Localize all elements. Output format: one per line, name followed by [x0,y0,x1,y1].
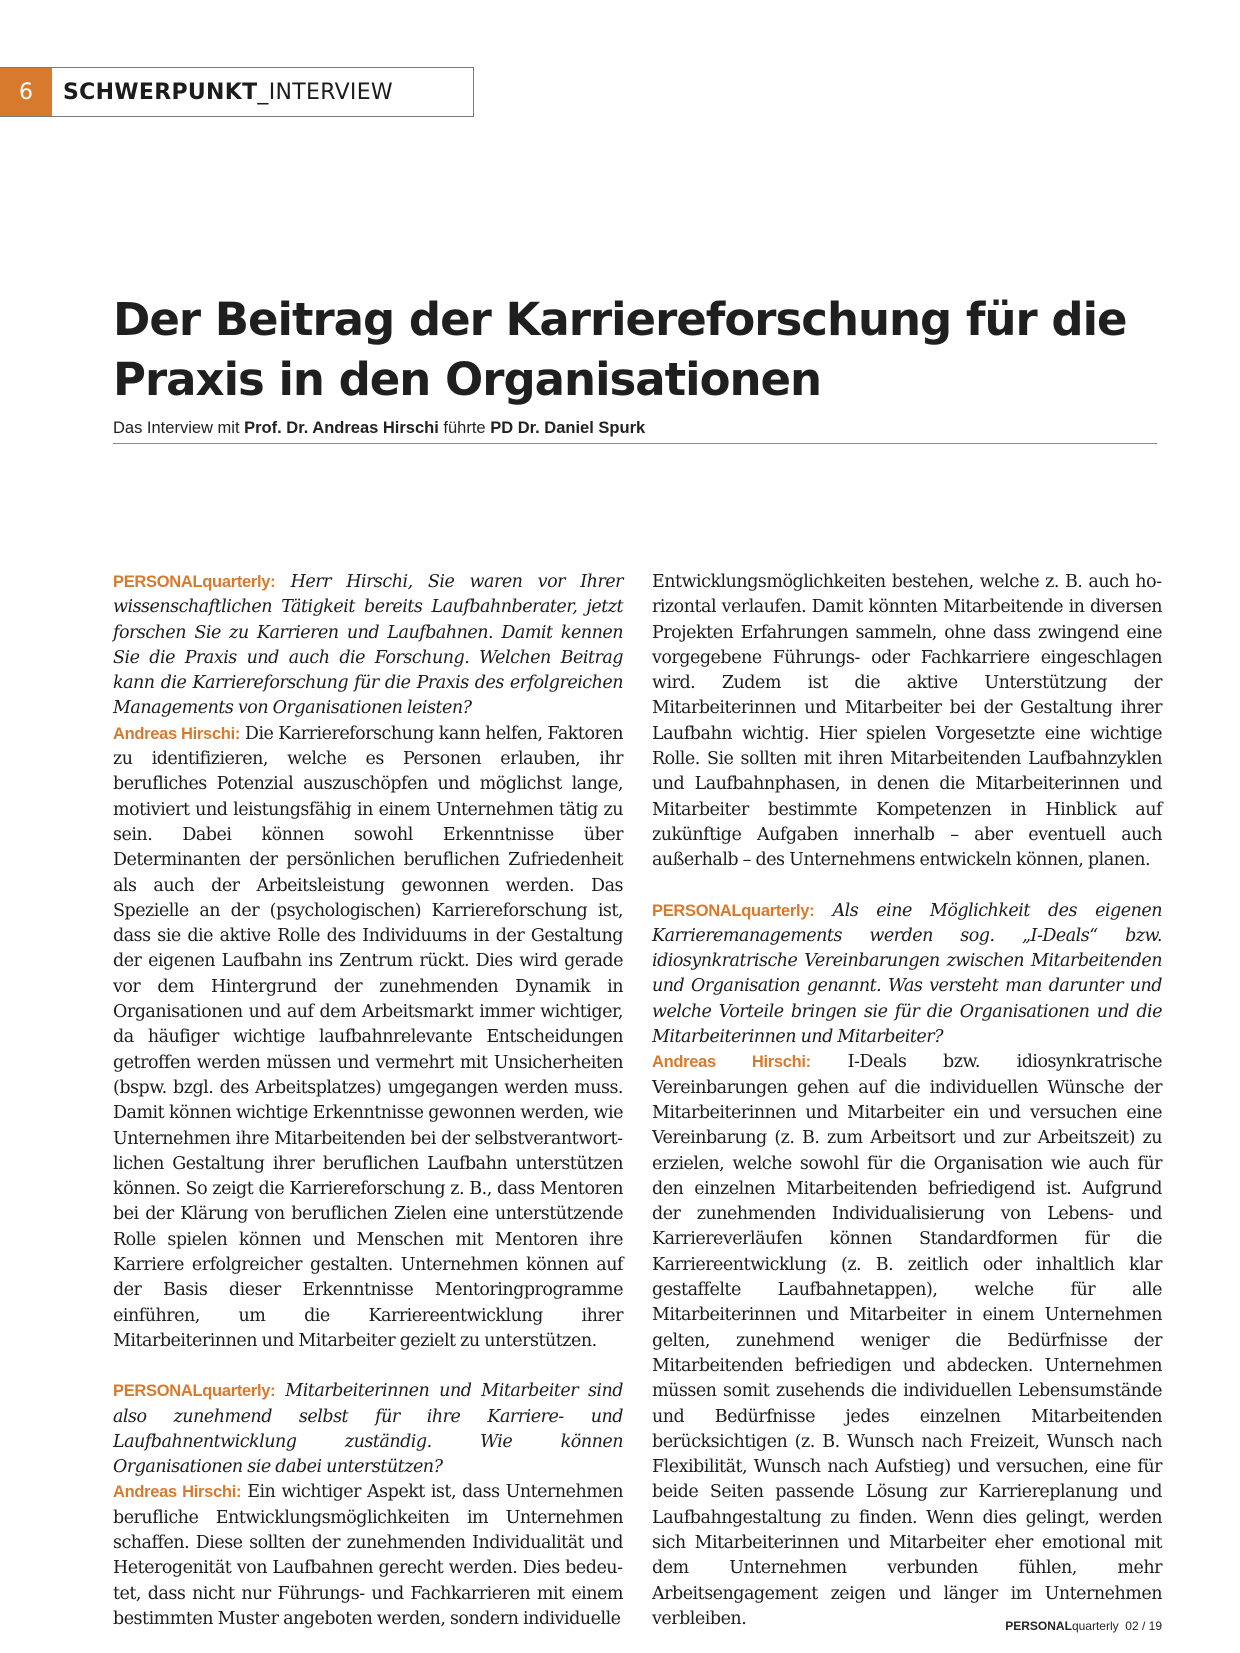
section-label-strong: SCHWERPUNKT [63,79,258,105]
answer-text: I-Deals bzw. idiosynkratrische Vereinbarungen gehen auf die individuellen Wünsche der Mitarbeiterinnen und Mitarbeiter ein und versuchen eine Vereinbarung (z. B. zum Arbeitsort und zur Arbeitszeit) zu erzielen, welche sowohl für die Organisation wie auch für den einzelnen Mitarbeitenden befriedigend ist. Aufgrund der zunehmenden Individualisierung von Lebens- und Karriereverläufen können Standardformen für die Karriereentwicklung (z. B. zeitlich oder inhaltlich klar gestaffelte Laufbahnetappen), welche für alle Mitarbeiterinnen und Mitarbeiter in einem Unternehmen gelten, zunehmend weniger die Bedürfnisse der Mitarbeitenden befriedigen und abdecken. Unternehmen müssen somit zusehends die individuellen Lebensumstände und Bedürfnisse jedes einzelnen Mitarbeitenden berücksichtigen (z. B. Wunsch nach Freizeit, Wunsch nach Flexibilität, Wunsch nach Aufstieg) und versuchen, eine für beide Seiten passende Lösung zur Karriereplanung und Laufbahngestaltung zu finden. Wenn dies gelingt, werden sich Mitarbeiterinnen und Mitarbeiter eher emotional mit dem Unternehmen verbunden fühlen, mehr Arbeitsengagement zeigen und länger im Unternehmen verbleiben. [652,1052,1162,1629]
byline-middle: führte [438,419,491,437]
footer-brand-rest: quarterly [1071,1619,1119,1633]
answer-paragraph [113,1480,623,1632]
interviewer-label: PERSONALquarterly: [113,573,276,591]
footer-issue: 02 / 19 [1125,1619,1162,1633]
byline-interviewer: PD Dr. Daniel Spurk [490,419,646,437]
interviewee-label: Andreas Hirschi: [113,724,241,743]
interviewer-label: PERSONALquarterly: [652,901,815,920]
article-title [113,290,1163,410]
section-label-rest: _INTERVIEW [257,79,393,105]
answer-text: Die Karriereforschung kann helfen, Faktoren zu identifizieren, welche es Personen erlauben, ihr berufliches Potenzial auszuschöpfen und möglichst lange, motiviert und leistungsfähig in einem Unternehmen tätig zu sein. Dabei können sowohl Erkenntnisse über Determinanten der persönlichen beruflichen Zufriedenheit als auch der Arbeitsleistung gewonnen werden. Das Spezielle an der (psychologischen) Karriereforschung ist, dass sie die aktive Rolle des Individuums in der Gestaltung der eigenen Laufbahn ins Zentrum rückt. Dies wird gerade vor dem Hintergrund der zunehmenden Dynamik in Organisationen und auf dem Arbeitsmarkt immer wichtiger, da häufiger wichtige laufbahnrelevante Entscheidungen getroffen werden müssen und vermehrt mit Unsicherheiten (bspw. bzgl. des Arbeitsplatzes) umgegangen werden muss. Damit können wichtige Erkenntnisse gewonnen werden, wie Unternehmen ihre Mitarbeitenden bei der selbstverantwortlichen Gestaltung ihrer beruflichen Laufbahn unterstützen können. So zeigt die Karriereforschung z. B., dass Mentoren bei der Klärung von beruflichen Zielen eine unterstützende Rolle spielen können und Menschen mit Mentoren ihre Karriere erfolgreicher gestalten. Unternehmen können auf der Basis dieser Erkenntnisse Mentoringprogramme einführen, um die Karriereentwicklung ihrer Mitarbeiterinnen und Mitarbeiter gezielt zu unterstützen. [113,723,623,1351]
byline-interviewee: Prof. Dr. Andreas Hirschi [244,419,439,437]
byline-prefix: Das Interview mit [113,419,245,437]
byline [113,419,1157,444]
answer-paragraph [652,1050,1162,1632]
page-number: 6 [0,68,52,116]
interviewee-label: Andreas Hirschi: [652,1053,811,1072]
article-title-line2: Praxis in den Organisationen [113,353,822,406]
question-text: Mitarbeiterinnen und Mitarbeiter sind also zunehmend selbst für ihre Karriere- und Laufbahnentwicklung zuständig. Wie können Organisationen sie dabei unterstützen? [113,1381,623,1478]
interviewer-label: PERSONALquarterly: [113,1382,276,1401]
question-paragraph [652,899,1162,1051]
question-text: Herr Hirschi, Sie waren vor Ihrer wissenschaftlichen Tätigkeit bereits Laufbahnberater, jetzt forschen Sie zu Karrieren und Laufbahnen. Damit kennen Sie die Praxis und auch die Forschung. Welchen Beitrag kann die Karriereforschung für die Praxis des erfolgreichen Managements von Organisationen leisten? [113,572,623,719]
text-column-right [652,570,1162,1632]
article-title-line1: Der Beitrag der Karriereforschung für die [113,293,1127,346]
section-header [0,67,474,117]
footer-brand-strong: PERSONAL [1005,1619,1072,1633]
answer-paragraph-continued [652,570,1162,874]
question-paragraph [113,1379,623,1480]
answer-paragraph [113,722,623,1354]
interviewee-label: Andreas Hirschi: [113,1483,242,1502]
answer-text: Entwicklungsmöglichkeiten bestehen, welche z. B. auch horizontal verlaufen. Damit könnten Mitarbeitende in diversen Projekten Erfahrungen sammeln, ohne dass zwingend eine vorgegebene Führungs- oder Fachkarriere eingeschlagen wird. Zudem ist die aktive Unterstützung der Mitarbeiterinnen und Mitarbeiter bei der Gestaltung ihrer Laufbahn wichtig. Hier spielen Vorgesetzte eine wichtige Rolle. Sie sollten mit ihren Mitarbeitenden Laufbahnzyklen und Laufbahnphasen, in denen die Mitarbeiterinnen und Mitarbeiter bestimmte Kompetenzen in Hinblick auf zukünftige Aufgaben innerhalb – aber eventuell auch außerhalb – des Unternehmens entwickeln können, planen. [652,572,1162,871]
question-text: Als eine Möglichkeit des eigenen Karrieremanagements werden sog. „I-Deals“ bzw. idiosynkratrische Vereinbarungen zwischen Mitarbeitenden und Organisation genannt. Was versteht man darunter und welche Vorteile bringen sie für die Organisationen und die Mitarbeiterinnen und Mitarbeiter? [652,900,1162,1048]
text-column-left [113,570,623,1632]
page-footer [1005,1619,1162,1633]
question-paragraph [113,570,623,722]
section-label [52,68,393,116]
answer-text: Ein wichtiger Aspekt ist, dass Unternehmen berufliche Entwicklungsmöglichkeiten im Unternehmen schaffen. Diese sollten der zunehmenden Individualität und Heterogenität von Laufbahnen gerecht werden. Dies bedeutet, dass nicht nur Führungs- und Fachkarrieren mit einem bestimmten Muster angeboten werden, sondern individuelle [113,1482,623,1629]
